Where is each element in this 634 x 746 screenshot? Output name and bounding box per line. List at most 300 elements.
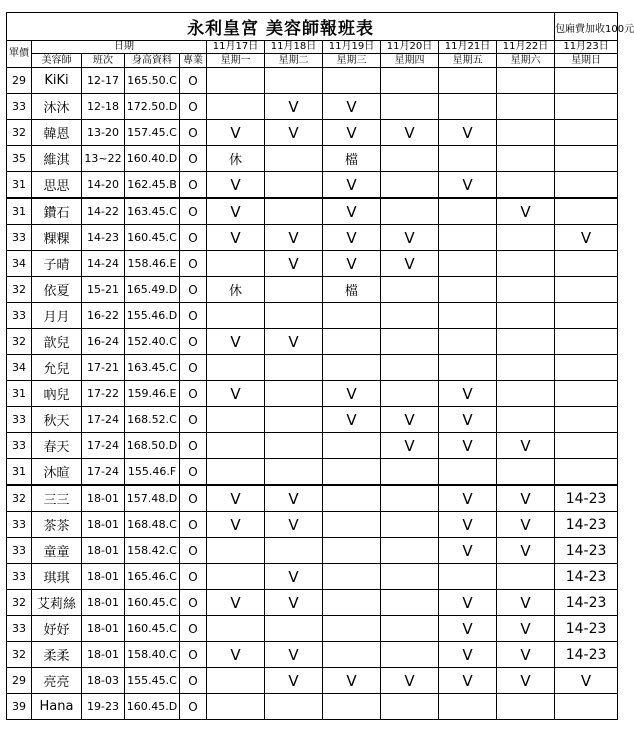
ident-cell: 155.46.F — [125, 459, 180, 486]
day-cell-4: V — [439, 433, 497, 459]
day-cell-0: V — [207, 329, 265, 355]
day-cell-1 — [265, 433, 323, 459]
ident-cell: 157.45.C — [125, 120, 180, 146]
table-row — [7, 329, 618, 355]
day-cell-6: 14-23 — [555, 485, 618, 512]
price-cell: 34 — [7, 355, 32, 381]
day-cell-4 — [439, 355, 497, 381]
day-cell-3 — [381, 642, 439, 668]
ident-cell: 160.45.C — [125, 590, 180, 616]
shift-cell: 19-23 — [82, 694, 125, 720]
day-cell-0 — [207, 459, 265, 486]
price-cell: 33 — [7, 616, 32, 642]
table-row — [7, 564, 618, 590]
day-cell-5: V — [497, 590, 555, 616]
date-header-5: 11月22日 — [497, 41, 555, 54]
day-cell-3 — [381, 616, 439, 642]
day-cell-1 — [265, 355, 323, 381]
day-cell-0: V — [207, 198, 265, 225]
price-cell: 31 — [7, 459, 32, 486]
table-row — [7, 590, 618, 616]
price-cell: 31 — [7, 381, 32, 407]
day-cell-0: V — [207, 172, 265, 199]
beautician-name: KiKi — [32, 68, 82, 94]
table-row — [7, 381, 618, 407]
specialty-cell: O — [180, 538, 207, 564]
shift-cell: 17-22 — [82, 381, 125, 407]
weekday-header-1: 星期二 — [265, 54, 323, 68]
ident-cell: 157.48.D — [125, 485, 180, 512]
schedule-sheet — [6, 12, 634, 720]
day-cell-2 — [323, 616, 381, 642]
day-cell-3 — [381, 329, 439, 355]
ident-cell: 162.45.B — [125, 172, 180, 199]
day-cell-0 — [207, 94, 265, 120]
price-cell: 32 — [7, 642, 32, 668]
day-cell-6: 14-23 — [555, 564, 618, 590]
beautician-header: 美容師 — [32, 54, 82, 68]
day-cell-6 — [555, 329, 618, 355]
price-cell: 32 — [7, 485, 32, 512]
day-cell-2: V — [323, 668, 381, 694]
day-cell-1: V — [265, 120, 323, 146]
beautician-name: 三三 — [32, 485, 82, 512]
shift-cell: 18-01 — [82, 590, 125, 616]
day-cell-2: V — [323, 251, 381, 277]
day-cell-2: 檔 — [323, 277, 381, 303]
date-header-3: 11月20日 — [381, 41, 439, 54]
ident-cell: 165.46.C — [125, 564, 180, 590]
day-cell-4: V — [439, 642, 497, 668]
day-cell-4 — [439, 303, 497, 329]
day-cell-6: 14-23 — [555, 642, 618, 668]
day-cell-4: V — [439, 485, 497, 512]
specialty-cell: O — [180, 225, 207, 251]
day-cell-1 — [265, 538, 323, 564]
table-row — [7, 694, 618, 720]
ident-header: 身高資料 — [125, 54, 180, 68]
day-cell-2: V — [323, 172, 381, 199]
day-cell-6: 14-23 — [555, 538, 618, 564]
day-cell-6 — [555, 146, 618, 172]
page-title: 永利皇宮 美容師報班表 — [7, 13, 555, 41]
day-cell-6 — [555, 120, 618, 146]
day-cell-0 — [207, 68, 265, 94]
day-cell-5: V — [497, 616, 555, 642]
table-row — [7, 277, 618, 303]
specialty-cell: O — [180, 172, 207, 199]
day-cell-6 — [555, 68, 618, 94]
ident-cell: 168.48.C — [125, 512, 180, 538]
day-cell-1: V — [265, 512, 323, 538]
day-cell-3 — [381, 277, 439, 303]
day-cell-0 — [207, 668, 265, 694]
specialty-cell: O — [180, 485, 207, 512]
price-cell: 33 — [7, 303, 32, 329]
day-cell-2 — [323, 512, 381, 538]
day-cell-3 — [381, 538, 439, 564]
day-cell-6 — [555, 407, 618, 433]
day-cell-6 — [555, 198, 618, 225]
day-cell-1 — [265, 277, 323, 303]
day-cell-0 — [207, 538, 265, 564]
table-row — [7, 120, 618, 146]
day-cell-1 — [265, 68, 323, 94]
day-cell-0 — [207, 694, 265, 720]
date-header-4: 11月21日 — [439, 41, 497, 54]
day-cell-1: V — [265, 564, 323, 590]
day-cell-3 — [381, 303, 439, 329]
table-row — [7, 433, 618, 459]
shift-cell: 14-20 — [82, 172, 125, 199]
day-cell-2: V — [323, 381, 381, 407]
day-cell-3 — [381, 485, 439, 512]
day-cell-3: V — [381, 433, 439, 459]
price-cell: 31 — [7, 198, 32, 225]
day-cell-3 — [381, 146, 439, 172]
ident-cell: 160.45.C — [125, 225, 180, 251]
specialty-cell: O — [180, 433, 207, 459]
day-cell-4 — [439, 251, 497, 277]
specialty-header: 專業 — [180, 54, 207, 68]
day-cell-0: V — [207, 225, 265, 251]
day-cell-4 — [439, 198, 497, 225]
weekday-header-4: 星期五 — [439, 54, 497, 68]
day-cell-1 — [265, 381, 323, 407]
header-row-dates — [7, 41, 618, 54]
weekday-header-3: 星期四 — [381, 54, 439, 68]
specialty-cell: O — [180, 590, 207, 616]
specialty-cell: O — [180, 120, 207, 146]
price-header: 單價 — [7, 41, 32, 68]
beautician-name: 春天 — [32, 433, 82, 459]
specialty-cell: O — [180, 251, 207, 277]
day-cell-3 — [381, 68, 439, 94]
shift-cell: 17-24 — [82, 459, 125, 486]
day-cell-3: V — [381, 668, 439, 694]
beautician-name: 允兒 — [32, 355, 82, 381]
table-row — [7, 94, 618, 120]
day-cell-4: V — [439, 590, 497, 616]
date-header-6: 11月23日 — [555, 41, 618, 54]
ident-cell: 163.45.C — [125, 355, 180, 381]
beautician-name: 思思 — [32, 172, 82, 199]
price-cell: 34 — [7, 251, 32, 277]
table-row — [7, 303, 618, 329]
ident-cell: 165.50.C — [125, 68, 180, 94]
day-cell-4 — [439, 459, 497, 486]
day-cell-5 — [497, 694, 555, 720]
day-cell-5 — [497, 120, 555, 146]
beautician-name: 粿粿 — [32, 225, 82, 251]
day-cell-1 — [265, 459, 323, 486]
day-cell-3: V — [381, 225, 439, 251]
weekday-header-2: 星期三 — [323, 54, 381, 68]
day-cell-5 — [497, 251, 555, 277]
date-header-2: 11月19日 — [323, 41, 381, 54]
shift-cell: 15-21 — [82, 277, 125, 303]
ident-cell: 155.45.C — [125, 668, 180, 694]
day-cell-6 — [555, 355, 618, 381]
price-cell: 32 — [7, 120, 32, 146]
ident-cell: 160.45.D — [125, 694, 180, 720]
table-row — [7, 642, 618, 668]
day-cell-0 — [207, 303, 265, 329]
day-cell-2: 檔 — [323, 146, 381, 172]
day-cell-2 — [323, 485, 381, 512]
day-cell-5: V — [497, 668, 555, 694]
day-cell-6 — [555, 694, 618, 720]
price-cell: 35 — [7, 146, 32, 172]
shift-cell: 18-01 — [82, 485, 125, 512]
specialty-cell: O — [180, 407, 207, 433]
shift-cell: 18-01 — [82, 642, 125, 668]
table-row — [7, 459, 618, 486]
table-row — [7, 512, 618, 538]
table-row — [7, 485, 618, 512]
day-cell-2 — [323, 564, 381, 590]
price-cell: 29 — [7, 68, 32, 94]
price-cell: 33 — [7, 94, 32, 120]
table-row — [7, 225, 618, 251]
day-cell-2 — [323, 642, 381, 668]
day-cell-5 — [497, 225, 555, 251]
beautician-name: 韓恩 — [32, 120, 82, 146]
day-cell-1 — [265, 616, 323, 642]
day-cell-2 — [323, 355, 381, 381]
day-cell-5 — [497, 94, 555, 120]
day-cell-5 — [497, 303, 555, 329]
specialty-cell: O — [180, 668, 207, 694]
shift-cell: 16-22 — [82, 303, 125, 329]
day-cell-0: V — [207, 590, 265, 616]
day-cell-4: V — [439, 538, 497, 564]
day-cell-1 — [265, 407, 323, 433]
beautician-name: 吶兒 — [32, 381, 82, 407]
day-cell-2 — [323, 433, 381, 459]
day-cell-4: V — [439, 512, 497, 538]
ident-cell: 163.45.C — [125, 198, 180, 225]
beautician-name: Hana — [32, 694, 82, 720]
day-cell-0 — [207, 564, 265, 590]
shift-cell: 17-24 — [82, 433, 125, 459]
header-row-columns — [7, 54, 618, 68]
table-row — [7, 251, 618, 277]
shift-cell: 14-24 — [82, 251, 125, 277]
title-row — [7, 13, 618, 41]
table-row — [7, 407, 618, 433]
day-cell-0: 休 — [207, 277, 265, 303]
weekday-header-0: 星期一 — [207, 54, 265, 68]
table-row — [7, 198, 618, 225]
day-cell-4 — [439, 68, 497, 94]
day-cell-4 — [439, 329, 497, 355]
beautician-name: 妤妤 — [32, 616, 82, 642]
specialty-cell: O — [180, 277, 207, 303]
shift-cell: 16-24 — [82, 329, 125, 355]
day-cell-6 — [555, 303, 618, 329]
day-cell-3: V — [381, 407, 439, 433]
table-row — [7, 146, 618, 172]
beautician-name: 沐沐 — [32, 94, 82, 120]
day-cell-6: V — [555, 225, 618, 251]
day-cell-1 — [265, 146, 323, 172]
date-header-1: 11月18日 — [265, 41, 323, 54]
ident-cell: 160.40.D — [125, 146, 180, 172]
ident-cell: 158.46.E — [125, 251, 180, 277]
shift-cell: 17-21 — [82, 355, 125, 381]
day-cell-4: V — [439, 407, 497, 433]
day-cell-0: V — [207, 512, 265, 538]
day-cell-2 — [323, 590, 381, 616]
specialty-cell: O — [180, 459, 207, 486]
specialty-cell: O — [180, 146, 207, 172]
ident-cell: 155.46.D — [125, 303, 180, 329]
day-cell-6: 14-23 — [555, 616, 618, 642]
beautician-name: 沐暄 — [32, 459, 82, 486]
shift-cell: 14-22 — [82, 198, 125, 225]
day-cell-5 — [497, 146, 555, 172]
specialty-cell: O — [180, 329, 207, 355]
day-cell-3: V — [381, 251, 439, 277]
price-cell: 29 — [7, 668, 32, 694]
day-cell-1 — [265, 172, 323, 199]
day-cell-3 — [381, 172, 439, 199]
ident-cell: 172.50.D — [125, 94, 180, 120]
ident-cell: 165.49.D — [125, 277, 180, 303]
price-cell: 32 — [7, 277, 32, 303]
day-cell-6: 14-23 — [555, 512, 618, 538]
price-cell: 33 — [7, 564, 32, 590]
day-cell-4: V — [439, 381, 497, 407]
specialty-cell: O — [180, 381, 207, 407]
specialty-cell: O — [180, 564, 207, 590]
beautician-name: 歆兒 — [32, 329, 82, 355]
day-cell-3 — [381, 590, 439, 616]
table-row — [7, 68, 618, 94]
day-cell-3 — [381, 564, 439, 590]
day-cell-2 — [323, 538, 381, 564]
day-cell-0: V — [207, 485, 265, 512]
day-cell-4 — [439, 225, 497, 251]
shift-cell: 13~22 — [82, 146, 125, 172]
price-cell: 32 — [7, 329, 32, 355]
table-row — [7, 538, 618, 564]
day-cell-1: V — [265, 668, 323, 694]
table-row — [7, 355, 618, 381]
day-cell-2 — [323, 694, 381, 720]
day-cell-2 — [323, 303, 381, 329]
day-cell-4: V — [439, 120, 497, 146]
day-cell-0 — [207, 355, 265, 381]
day-cell-3 — [381, 381, 439, 407]
beautician-name: 亮亮 — [32, 668, 82, 694]
day-cell-0 — [207, 433, 265, 459]
day-cell-2: V — [323, 120, 381, 146]
specialty-cell: O — [180, 68, 207, 94]
day-cell-0: V — [207, 642, 265, 668]
date-header: 日期 — [32, 41, 207, 54]
day-cell-0 — [207, 616, 265, 642]
schedule-table — [6, 12, 634, 720]
day-cell-1: V — [265, 485, 323, 512]
ident-cell: 168.52.C — [125, 407, 180, 433]
day-cell-5 — [497, 172, 555, 199]
day-cell-6 — [555, 172, 618, 199]
day-cell-6 — [555, 381, 618, 407]
day-cell-1 — [265, 303, 323, 329]
ident-cell: 160.45.C — [125, 616, 180, 642]
day-cell-6: 14-23 — [555, 590, 618, 616]
day-cell-4 — [439, 277, 497, 303]
date-header-0: 11月17日 — [207, 41, 265, 54]
day-cell-5 — [497, 68, 555, 94]
day-cell-6 — [555, 459, 618, 486]
price-cell: 39 — [7, 694, 32, 720]
beautician-name: 秋天 — [32, 407, 82, 433]
day-cell-1 — [265, 198, 323, 225]
day-cell-1: V — [265, 590, 323, 616]
shift-cell: 17-24 — [82, 407, 125, 433]
day-cell-4 — [439, 694, 497, 720]
specialty-cell: O — [180, 94, 207, 120]
day-cell-1 — [265, 694, 323, 720]
day-cell-0: 休 — [207, 146, 265, 172]
ident-cell: 158.42.C — [125, 538, 180, 564]
specialty-cell: O — [180, 303, 207, 329]
day-cell-5 — [497, 459, 555, 486]
price-cell: 33 — [7, 538, 32, 564]
day-cell-5 — [497, 355, 555, 381]
ident-cell: 152.40.C — [125, 329, 180, 355]
shift-cell: 12-17 — [82, 68, 125, 94]
day-cell-6 — [555, 433, 618, 459]
day-cell-5: V — [497, 512, 555, 538]
day-cell-3 — [381, 94, 439, 120]
day-cell-4: V — [439, 172, 497, 199]
day-cell-0: V — [207, 120, 265, 146]
day-cell-4 — [439, 94, 497, 120]
beautician-name: 柔柔 — [32, 642, 82, 668]
shift-cell: 14-23 — [82, 225, 125, 251]
day-cell-0 — [207, 251, 265, 277]
day-cell-4: V — [439, 668, 497, 694]
specialty-cell: O — [180, 198, 207, 225]
beautician-name: 維淇 — [32, 146, 82, 172]
day-cell-6 — [555, 94, 618, 120]
table-row — [7, 172, 618, 199]
shift-cell: 18-01 — [82, 512, 125, 538]
day-cell-5 — [497, 407, 555, 433]
beautician-name: 茶茶 — [32, 512, 82, 538]
beautician-name: 童童 — [32, 538, 82, 564]
day-cell-2: V — [323, 198, 381, 225]
price-cell: 33 — [7, 433, 32, 459]
ident-cell: 159.46.E — [125, 381, 180, 407]
day-cell-5: V — [497, 538, 555, 564]
day-cell-5: V — [497, 485, 555, 512]
day-cell-2 — [323, 329, 381, 355]
specialty-cell: O — [180, 512, 207, 538]
day-cell-5 — [497, 329, 555, 355]
day-cell-6 — [555, 277, 618, 303]
day-cell-3 — [381, 512, 439, 538]
day-cell-2: V — [323, 94, 381, 120]
day-cell-1: V — [265, 642, 323, 668]
day-cell-1: V — [265, 94, 323, 120]
day-cell-5 — [497, 564, 555, 590]
day-cell-2 — [323, 68, 381, 94]
